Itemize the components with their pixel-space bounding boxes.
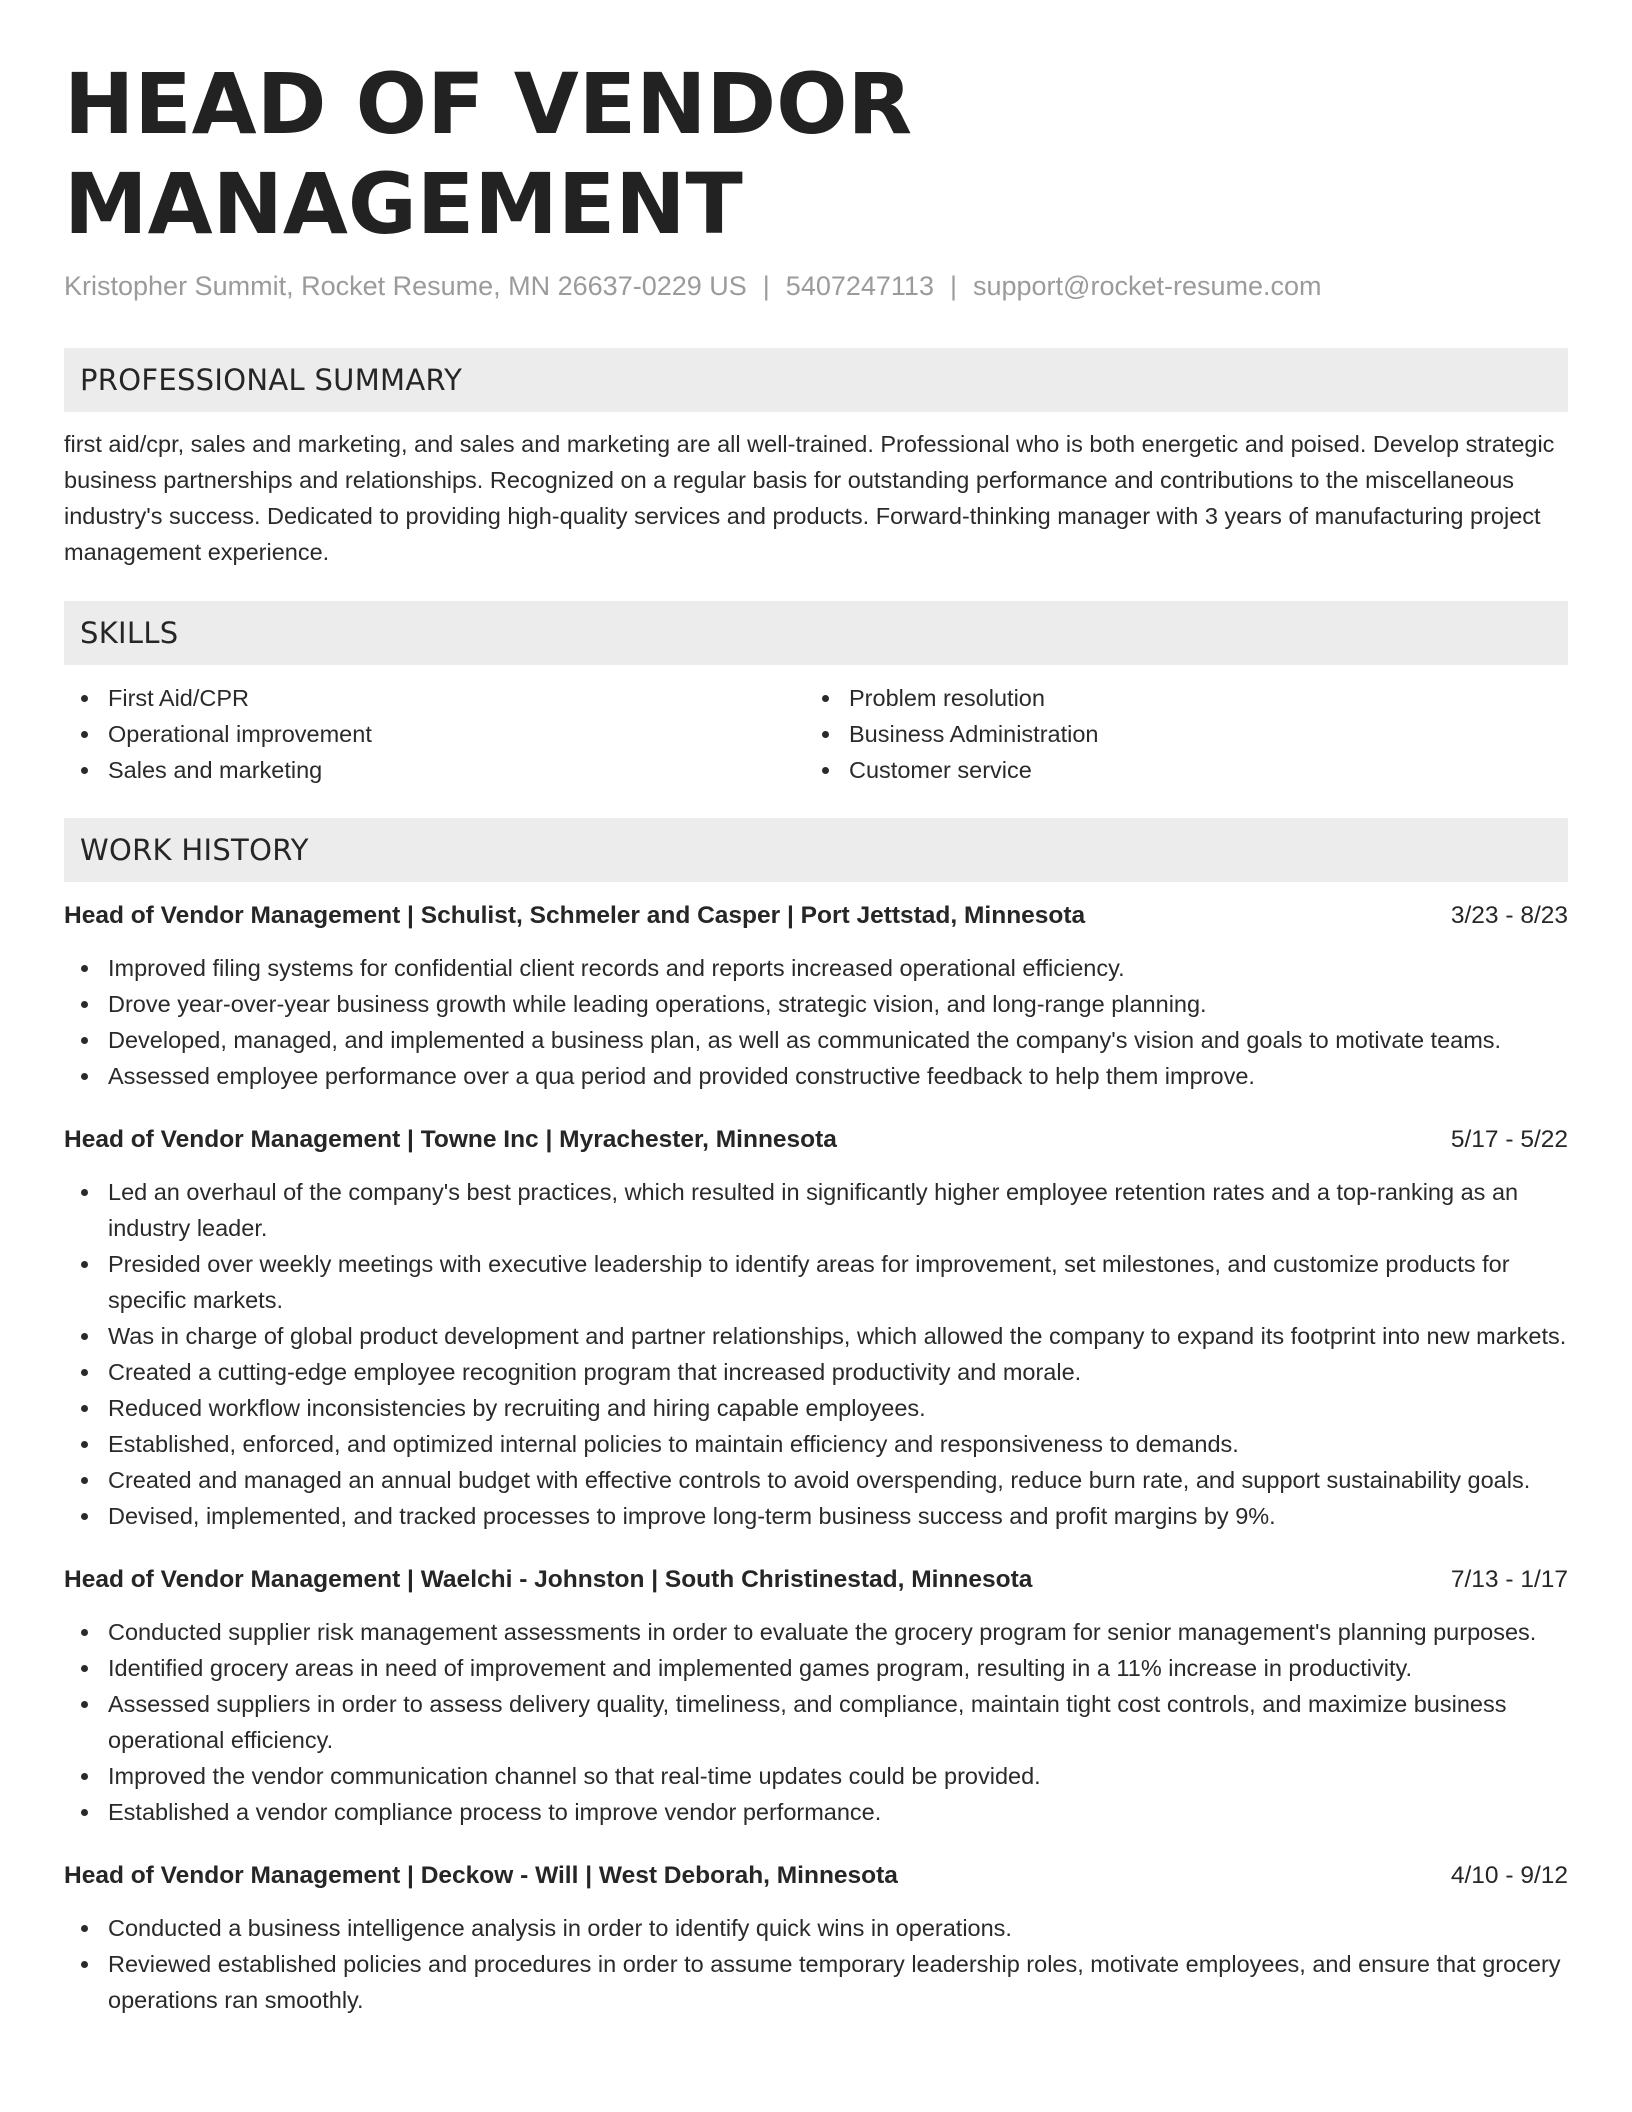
bullet-icon <box>81 1773 88 1780</box>
job-bullet <box>64 1910 1568 1946</box>
bullet-icon <box>81 1441 88 1448</box>
job-bullet-text: Assessed employee performance over a qua period and provided constructive feedback to help them improve. <box>108 1063 1255 1089</box>
job-dates: 5/17 - 5/22 <box>1450 1126 1568 1153</box>
job-bullet <box>64 1058 1568 1094</box>
skill-label: Business Administration <box>849 721 1099 747</box>
job-entry <box>64 1122 1568 1534</box>
job-title: Head of Vendor Management | Schulist, Schmeler and Casper | Port Jettstad, Minnesota <box>64 902 1086 929</box>
job-bullet-text: Led an overhaul of the company's best practices, which resulted in significantly higher employee retention rates and a top-ranking as an industry leader. <box>108 1179 1519 1241</box>
job-bullet <box>64 1022 1568 1058</box>
bullet-icon <box>81 1701 88 1708</box>
job-bullet-text: Developed, managed, and implemented a business plan, as well as communicated the company's vision and goals to motivate teams. <box>108 1027 1502 1053</box>
bullet-icon <box>81 1073 88 1080</box>
job-bullet-text: Established, enforced, and optimized internal policies to maintain efficiency and responsiveness to demands. <box>108 1431 1239 1457</box>
job-bullet <box>64 986 1568 1022</box>
job-header <box>64 898 1568 934</box>
section-header-professional-summary: PROFESSIONAL SUMMARY <box>64 348 1568 412</box>
skill-item <box>805 752 1546 788</box>
job-bullets <box>64 1174 1568 1534</box>
job-title: Head of Vendor Management | Waelchi - Johnston | South Christinestad, Minnesota <box>64 1566 1033 1593</box>
skill-item <box>805 716 1546 752</box>
bullet-icon <box>81 1513 88 1520</box>
bullet-icon <box>81 1405 88 1412</box>
job-bullets <box>64 1614 1568 1830</box>
job-bullet <box>64 1946 1568 2018</box>
bullet-icon <box>822 731 829 738</box>
skills-list <box>64 680 1568 788</box>
bullet-icon <box>81 1037 88 1044</box>
bullet-icon <box>81 1477 88 1484</box>
job-bullet-text: Established a vendor compliance process to improve vendor performance. <box>108 1799 882 1825</box>
job-bullet-text: Devised, implemented, and tracked processes to improve long-term business success and profit margins by 9%. <box>108 1503 1276 1529</box>
job-bullet <box>64 1174 1568 1246</box>
bullet-icon <box>81 1809 88 1816</box>
skills-column-left <box>64 680 805 788</box>
contact-separator: | <box>762 271 770 301</box>
job-bullet <box>64 1390 1568 1426</box>
contact-phone: 5407247113 <box>785 271 934 301</box>
summary-text: first aid/cpr, sales and marketing, and sales and marketing are all well-trained. Professional who is both energetic and poised. Develop strategic business partnerships and relationships. Recognized on a regular basis for outstanding performance and contributions to the miscellaneous industry's success. Dedicated to providing high-quality services and products. Forward-thinking manager with 3 years of manufacturing project management experience. <box>64 431 1555 565</box>
bullet-icon <box>81 731 88 738</box>
contact-address: Kristopher Summit, Rocket Resume, MN 26637-0229 US <box>64 271 747 301</box>
job-bullet-text: Improved filing systems for confidential client records and reports increased operational efficiency. <box>108 955 1125 981</box>
job-bullet-text: Created and managed an annual budget with effective controls to avoid overspending, reduce burn rate, and support sustainability goals. <box>108 1467 1531 1493</box>
job-bullet-text: Identified grocery areas in need of improvement and implemented games program, resulting in a 11% increase in productivity. <box>108 1655 1413 1681</box>
contact-line <box>64 268 1568 304</box>
job-bullet-text: Created a cutting-edge employee recognition program that increased productivity and morale. <box>108 1359 1082 1385</box>
skill-item <box>805 680 1546 716</box>
job-bullet <box>64 1354 1568 1390</box>
section-header-work-history: WORK HISTORY <box>64 818 1568 882</box>
bullet-icon <box>81 767 88 774</box>
job-bullet <box>64 1650 1568 1686</box>
job-bullet <box>64 1426 1568 1462</box>
job-bullet <box>64 1794 1568 1830</box>
bullet-icon <box>81 1333 88 1340</box>
bullet-icon <box>822 695 829 702</box>
skills-column-right <box>805 680 1546 788</box>
bullet-icon <box>81 1001 88 1008</box>
job-dates: 3/23 - 8/23 <box>1450 902 1568 929</box>
resume-title: HEAD OF VENDOR MANAGEMENT <box>64 55 913 253</box>
job-bullet-text: Reviewed established policies and procedures in order to assume temporary leadership roles, motivate employees, and ensure that grocery operations ran smoothly. <box>108 1951 1561 2013</box>
job-title: Head of Vendor Management | Towne Inc | Myrachester, Minnesota <box>64 1126 837 1153</box>
job-bullet <box>64 1614 1568 1650</box>
bullet-icon <box>81 1925 88 1932</box>
job-header <box>64 1858 1568 1894</box>
job-bullet-text: Presided over weekly meetings with executive leadership to identify areas for improvement, set milestones, and customize products for specific markets. <box>108 1251 1510 1313</box>
job-bullet-text: Was in charge of global product development and partner relationships, which allowed the company to expand its footprint into new markets. <box>108 1323 1567 1349</box>
skill-label: Operational improvement <box>108 721 372 747</box>
job-bullet <box>64 1246 1568 1318</box>
job-bullet <box>64 1498 1568 1534</box>
job-entry <box>64 1858 1568 2018</box>
job-header <box>64 1562 1568 1598</box>
job-bullet <box>64 1758 1568 1794</box>
job-bullets <box>64 950 1568 1094</box>
job-bullet <box>64 1462 1568 1498</box>
job-dates: 7/13 - 1/17 <box>1450 1566 1568 1593</box>
bullet-icon <box>81 1665 88 1672</box>
skill-label: Sales and marketing <box>108 757 323 783</box>
job-bullet <box>64 1686 1568 1758</box>
bullet-icon <box>81 1369 88 1376</box>
bullet-icon <box>81 1961 88 1968</box>
job-dates: 4/10 - 9/12 <box>1450 1862 1568 1889</box>
section-header-skills: SKILLS <box>64 601 1568 665</box>
skill-item <box>64 752 805 788</box>
bullet-icon <box>81 1261 88 1268</box>
job-bullet-text: Assessed suppliers in order to assess delivery quality, timeliness, and compliance, maintain tight cost controls, and maximize business operational efficiency. <box>108 1691 1507 1753</box>
bullet-icon <box>81 1189 88 1196</box>
job-title: Head of Vendor Management | Deckow - Will | West Deborah, Minnesota <box>64 1862 898 1889</box>
contact-email: support@rocket-resume.com <box>972 271 1322 301</box>
skill-item <box>64 680 805 716</box>
skill-label: First Aid/CPR <box>108 685 250 711</box>
job-bullets <box>64 1910 1568 2018</box>
skill-label: Customer service <box>849 757 1032 783</box>
job-bullet <box>64 950 1568 986</box>
job-bullet-text: Conducted supplier risk management assessments in order to evaluate the grocery program for senior management's planning purposes. <box>108 1619 1537 1645</box>
bullet-icon <box>81 1629 88 1636</box>
job-bullet-text: Improved the vendor communication channel so that real-time updates could be provided. <box>108 1763 1041 1789</box>
bullet-icon <box>81 695 88 702</box>
job-bullet-text: Reduced workflow inconsistencies by recruiting and hiring capable employees. <box>108 1395 926 1421</box>
bullet-icon <box>81 965 88 972</box>
skill-label: Problem resolution <box>849 685 1045 711</box>
skill-item <box>64 716 805 752</box>
contact-separator: | <box>949 271 957 301</box>
job-bullet-text: Conducted a business intelligence analysis in order to identify quick wins in operations. <box>108 1915 1012 1941</box>
job-header <box>64 1122 1568 1158</box>
work-history-list <box>64 898 1568 2018</box>
bullet-icon <box>822 767 829 774</box>
job-bullet-text: Drove year-over-year business growth while leading operations, strategic vision, and long-range planning. <box>108 991 1207 1017</box>
job-entry <box>64 1562 1568 1830</box>
job-entry <box>64 898 1568 1094</box>
job-bullet <box>64 1318 1568 1354</box>
